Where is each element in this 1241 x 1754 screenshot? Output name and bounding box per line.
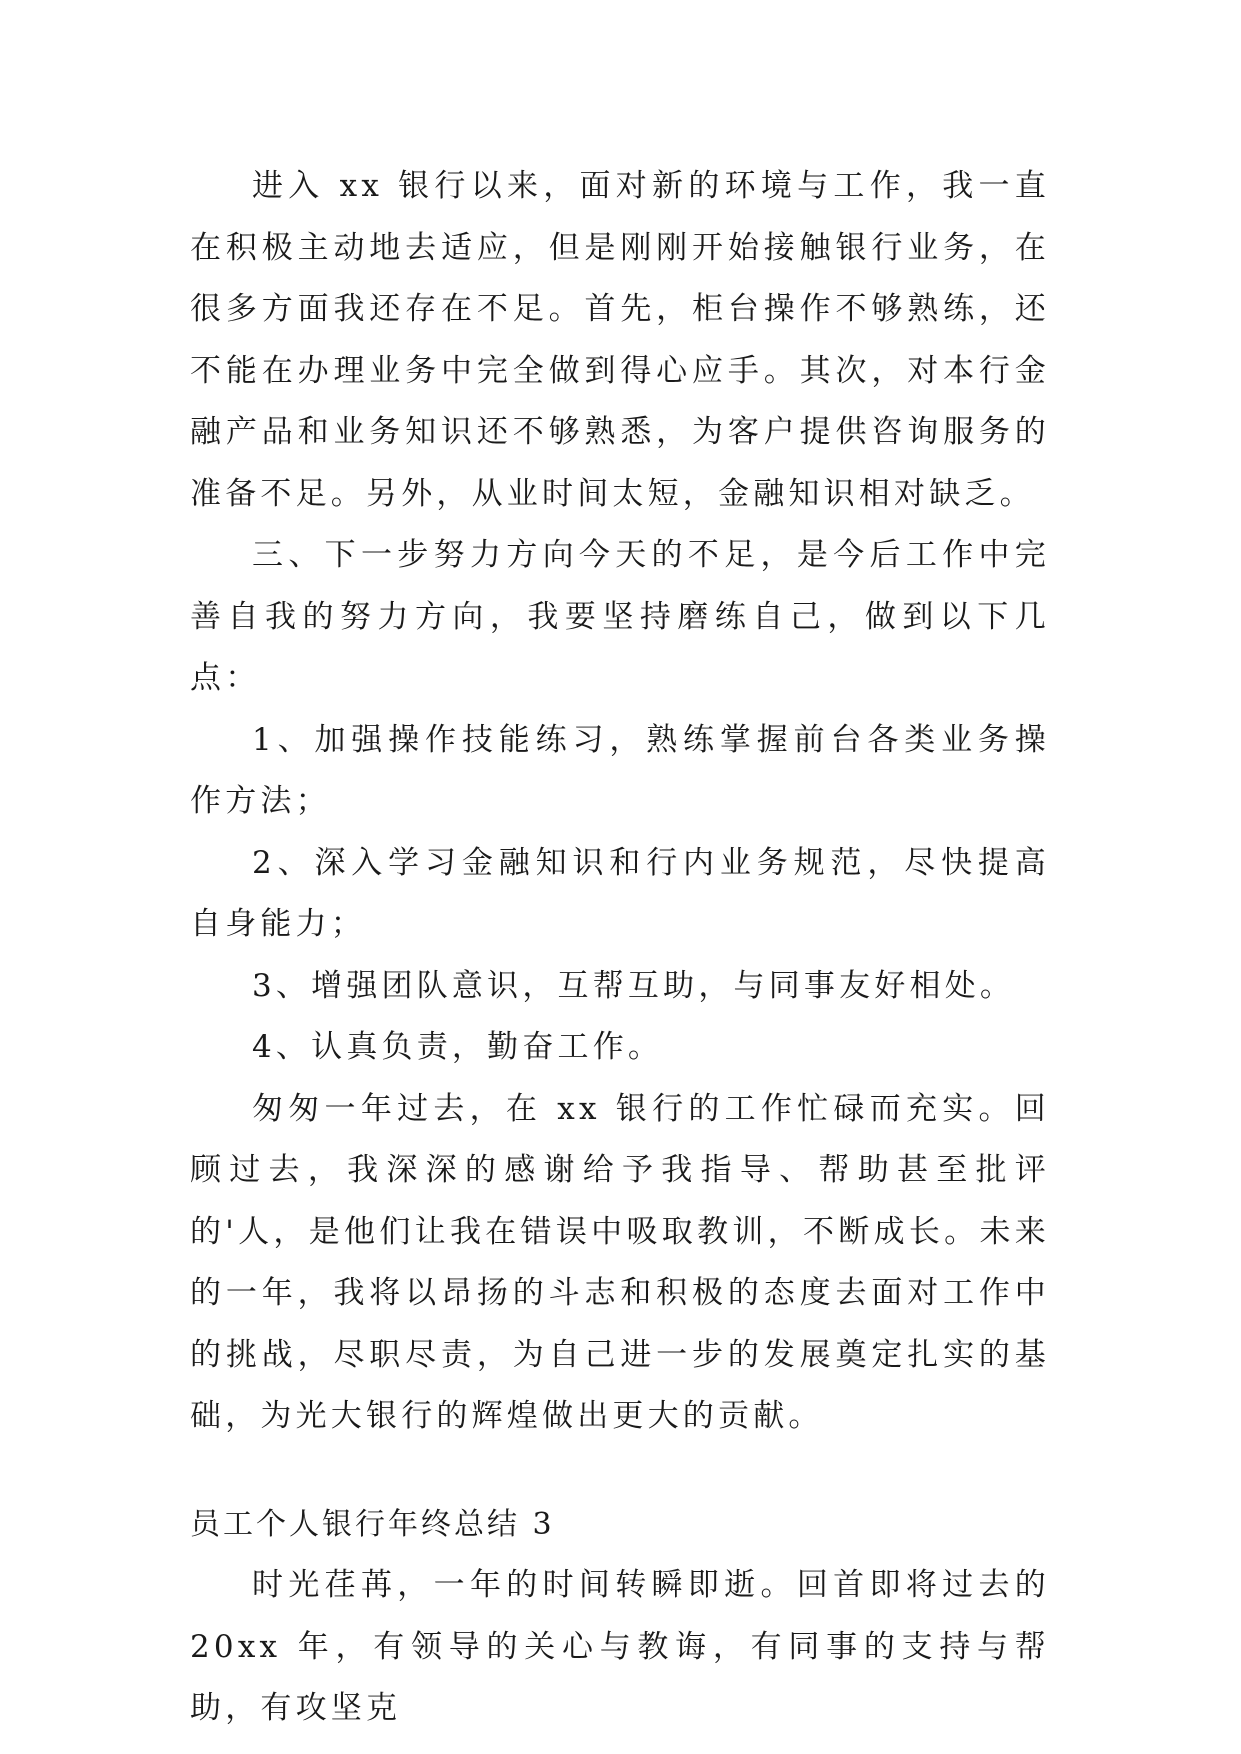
paragraph-next-steps: 三、下一步努力方向今天的不足，是今后工作中完善自我的努力方向，我要坚持磨练自己，做到以下几点： — [190, 537, 1050, 696]
paragraph-section3-intro: 时光荏苒，一年的时间转瞬即逝。回首即将过去的 20xx 年，有领导的关心与教诲，有同事的支持与帮助，有攻坚克 — [190, 1567, 1050, 1726]
list-item-1: 1、加强操作技能练习，熟练掌握前台各类业务操作方法； — [190, 721, 1050, 819]
list-item-4: 4、认真负责，勤奋工作。 — [252, 1029, 664, 1065]
section-heading: 员工个人银行年终总结 3 — [190, 1506, 555, 1542]
document-body — [190, 156, 1050, 1740]
paragraph-conclusion: 匆匆一年过去，在 xx 银行的工作忙碌而充实。回顾过去，我深深的感谢给予我指导、帮助甚至批评的'人，是他们让我在错误中吸取教训，不断成长。未来的一年，我将以昂扬的斗志和积极的态度去面对工作中的挑战，尽职尽责，为自己进一步的发展奠定扎实的基础，为光大银行的辉煌做出更大的贡献。 — [190, 1090, 1050, 1434]
paragraph-self-assessment: 进入 xx 银行以来，面对新的环境与工作，我一直在积极主动地去适应，但是刚刚开始接触银行业务，在很多方面我还存在不足。首先，柜台操作不够熟练，还不能在办理业务中完全做到得心应手。其次，对本行金融产品和业务知识还不够熟悉，为客户提供咨询服务的准备不足。另外，从业时间太短，金融知识相对缺乏。 — [190, 168, 1050, 512]
list-item-3: 3、增强团队意识，互帮互助，与同事友好相处。 — [252, 967, 1016, 1004]
list-item-2: 2、深入学习金融知识和行内业务规范，尽快提高自身能力； — [190, 844, 1050, 942]
